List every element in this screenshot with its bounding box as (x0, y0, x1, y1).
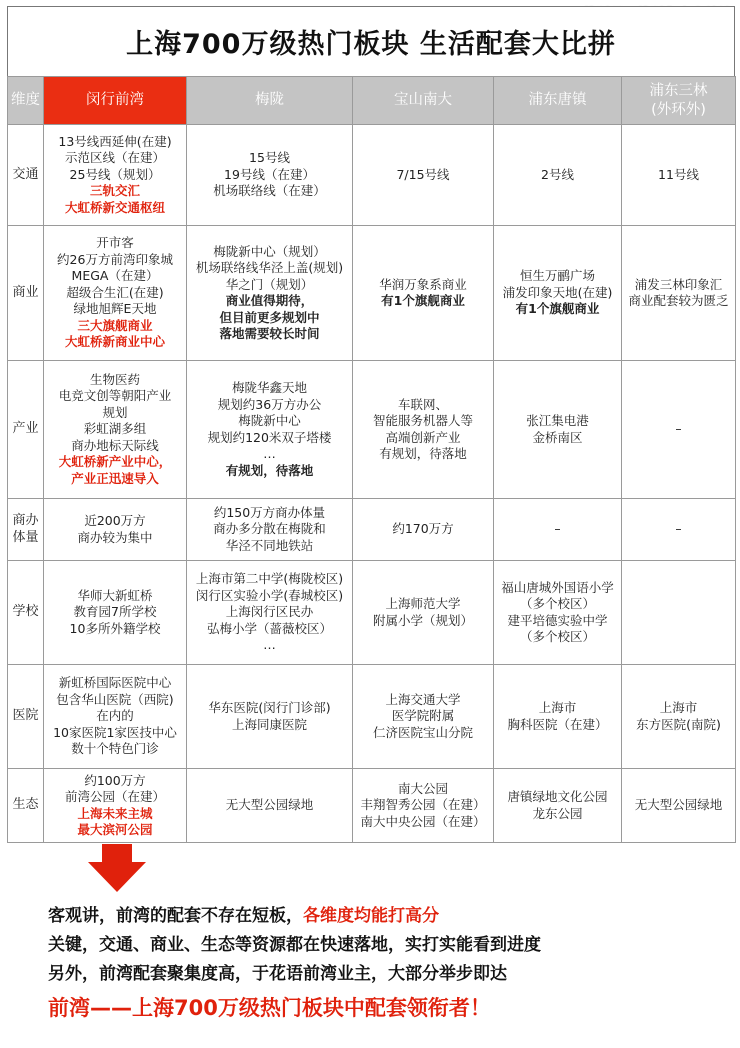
note-line-1-text: 客观讲，前湾的配套不存在短板， (48, 906, 303, 926)
header-col-pudong-sanlin (622, 77, 736, 125)
cell-line: 胸科医院（在建） (507, 716, 608, 732)
cell-line: 但目前更多规划中 (219, 309, 320, 325)
cell-line: 福山唐城外国语小学 (501, 579, 614, 595)
cell-line: 最大滨河公园 (77, 822, 153, 837)
cell-line: 上海市 (659, 700, 698, 715)
row-dimension-label: 产业 (12, 421, 39, 437)
cell-line: 上海市第二中学(梅陇校区) (195, 571, 344, 587)
cell-line: 10家医院1家医技中心 (53, 724, 177, 740)
cell-line: 商业配套较为匮乏 (628, 293, 729, 308)
cell-meilong (187, 361, 353, 499)
cell-pudong-tangzhen (494, 561, 622, 665)
cell-pudong-sanlin (622, 499, 736, 561)
cell-line: 弘梅小学（蔷薇校区） (206, 620, 332, 636)
row-dimension (8, 226, 44, 361)
cell-line: 生物医药 (89, 371, 140, 387)
cell-line: 有规划，待落地 (225, 462, 314, 478)
cell-line: – (675, 521, 682, 537)
row-dimension-label: 商业 (12, 284, 39, 300)
cell-line: 大虹桥新交通枢纽 (64, 199, 165, 215)
cell-line: 浦发三林印象汇 (634, 276, 723, 292)
cell-qianwan (44, 769, 187, 843)
cell-line: 商办多分散在梅陇和 (213, 521, 326, 537)
cell-line: 包含华山医院（西院) (56, 691, 174, 707)
cell-pudong-sanlin (622, 226, 736, 361)
cell-line: 规划 (102, 404, 128, 420)
cell-line: （多个校区） (519, 596, 595, 611)
cell-line: 商办较为集中 (77, 529, 153, 545)
summary-notes (48, 902, 728, 1023)
cell-pudong-sanlin (622, 125, 736, 226)
cell-pudong-tangzhen (494, 499, 622, 561)
cell-line: 约170万方 (392, 521, 454, 537)
cell-line: 7/15号线 (396, 166, 450, 182)
cell-line: 约100万方 (84, 772, 146, 788)
cell-qianwan (44, 499, 187, 561)
cell-line: 有1个旗舰商业 (381, 293, 465, 308)
cell-line: – (675, 421, 682, 437)
cell-line: 近200万方 (84, 513, 146, 528)
header-col-sanlin-text: 浦东三林 (外环外) (649, 82, 708, 118)
cell-pudong-tangzhen (494, 665, 622, 769)
cell-line: 华泾不同地铁站 (225, 537, 314, 553)
cell-pudong-sanlin (622, 561, 736, 665)
note-line-3: 另外，前湾配套聚集度高，于花语前湾业主，大部分举步即达 (48, 964, 507, 984)
cell-line: 医学院附属 (391, 708, 455, 724)
cell-line: 梅陇新中心（规划） (213, 243, 326, 259)
cell-line: 龙东公园 (532, 805, 583, 821)
cell-line: 11号线 (658, 166, 699, 182)
cell-line: 电竞文创等朝阳产业 (58, 388, 172, 404)
cell-line: MEGA（在建） (71, 268, 159, 284)
cell-line: 上海未来主城 (77, 805, 153, 821)
table-row (8, 125, 736, 226)
cell-pudong-sanlin (622, 769, 736, 843)
table-row (8, 769, 736, 843)
cell-pudong-sanlin (622, 665, 736, 769)
cell-pudong-sanlin (622, 361, 736, 499)
page-title: 上海700万级热门板块 生活配套大比拼 (126, 29, 616, 60)
cell-line: 规划约36万方办公 (217, 396, 322, 412)
cell-line: 约150万方商办体量 (213, 504, 326, 520)
cell-line: 丰翔智秀公园（在建） (360, 797, 486, 813)
cell-line: 超级合生汇(在建) (66, 284, 164, 300)
cell-line: 10多所外籍学校 (69, 620, 161, 636)
cell-line: 15号线 (249, 150, 290, 166)
cell-line: 南大中央公园（在建） (360, 813, 486, 829)
cell-line: 仁济医院宝山分院 (372, 724, 473, 740)
cell-pudong-tangzhen (494, 125, 622, 226)
cell-line: 无大型公园绿地 (225, 797, 314, 813)
cell-line: 恒生万鹂广场 (519, 268, 595, 284)
table-row (8, 665, 736, 769)
row-dimension-label: 交通 (12, 166, 39, 182)
cell-baoshan-nanda (353, 361, 494, 499)
row-dimension-label: 医院 (12, 708, 39, 724)
note-line-2: 关键，交通、商业、生态等资源都在快速落地，实打实能看到进度 (48, 935, 541, 955)
cell-line: 华东医院(闵行门诊部) (208, 700, 331, 715)
cell-qianwan (44, 125, 187, 226)
cell-line: 机场联络线华泾上盖(规划) (195, 260, 344, 275)
cell-line: … (263, 637, 276, 653)
table-row (8, 361, 736, 499)
cell-line: 机场联络线（在建） (213, 183, 326, 199)
cell-line: 华之门（规划） (225, 276, 314, 292)
cell-line: 规划约120米双子塔楼 (207, 429, 332, 445)
cell-line: 有1个旗舰商业 (515, 301, 600, 317)
cell-line: 25号线（规划） (69, 166, 161, 182)
row-dimension (8, 125, 44, 226)
down-arrow-icon (88, 844, 146, 892)
cell-line: 无大型公园绿地 (634, 797, 723, 813)
cell-baoshan-nanda (353, 561, 494, 665)
note-line-1 (48, 902, 728, 931)
cell-pudong-tangzhen (494, 361, 622, 499)
cell-baoshan-nanda (353, 125, 494, 226)
cell-line: 上海师范大学 (385, 596, 461, 611)
cell-line: 2号线 (541, 166, 574, 182)
header-col-qianwan: 闵行前湾 (44, 77, 187, 125)
cell-line: 前湾公园（在建） (64, 789, 165, 804)
cell-baoshan-nanda (353, 499, 494, 561)
cell-line: 示范区线（在建） (64, 150, 165, 166)
cell-line: – (554, 521, 561, 537)
table-row (8, 561, 736, 665)
cell-line: 上海市 (538, 700, 577, 715)
cell-line: 落地需要较长时间 (219, 326, 320, 341)
cell-line: 约26万方前湾印象城 (57, 251, 173, 267)
cell-line: 建平培德实验中学 (507, 612, 608, 628)
cell-line: 19号线（在建） (224, 166, 315, 182)
cell-line: 绿地旭辉E天地 (73, 301, 157, 317)
cell-line: 南大公园 (397, 780, 448, 796)
cell-line: 上海闵行区民办 (225, 604, 314, 620)
cell-line: 有规划，待落地 (379, 446, 467, 461)
cell-line: 梅陇华鑫天地 (231, 380, 307, 395)
cell-line: 金桥南区 (532, 429, 583, 445)
cell-line: 梅陇新中心 (238, 413, 301, 428)
cell-line: 大虹桥新产业中心， (58, 454, 172, 470)
cell-pudong-tangzhen (494, 226, 622, 361)
cell-meilong (187, 561, 353, 665)
cell-qianwan (44, 665, 187, 769)
cell-line: … (263, 446, 276, 461)
cell-qianwan (44, 561, 187, 665)
cell-line: 三大旗舰商业 (77, 317, 153, 333)
title-box (7, 6, 735, 76)
cell-line: 智能服务机器人等 (372, 413, 473, 428)
cell-line: 附属小学（规划） (372, 612, 473, 628)
cell-line: 华润万象系商业 (379, 276, 467, 292)
comparison-table (7, 76, 736, 843)
header-col-pudong-tangzhen: 浦东唐镇 (494, 77, 622, 125)
cell-line: 开市客 (96, 235, 134, 251)
cell-line: 闵行区实验小学(春城校区) (195, 587, 344, 603)
cell-qianwan (44, 361, 187, 499)
cell-line: 新虹桥国际医院中心 (58, 675, 172, 691)
cell-line: 华师大新虹桥 (77, 587, 153, 603)
row-dimension (8, 499, 44, 561)
cell-line: 产业正迅速导入 (71, 470, 159, 486)
cell-pudong-tangzhen (494, 769, 622, 843)
cell-baoshan-nanda (353, 226, 494, 361)
cell-line: 高端创新产业 (385, 429, 461, 445)
table-header-row (8, 77, 736, 125)
cell-line: 教育园7所学校 (73, 604, 157, 620)
row-dimension-label: 生态 (12, 797, 39, 813)
cell-meilong (187, 499, 353, 561)
slogan: 前湾——上海700万级热门板块中配套领衔者！ (48, 996, 491, 1020)
cell-meilong (187, 226, 353, 361)
header-col-baoshan-nanda: 宝山南大 (353, 77, 494, 125)
cell-line: 大虹桥新商业中心 (64, 334, 165, 350)
note-line-1-highlight: 各维度均能打高分 (303, 906, 439, 926)
header-col-meilong: 梅陇 (187, 77, 353, 125)
cell-line: 在内的 (96, 708, 134, 724)
row-dimension-label: 学校 (12, 604, 39, 620)
cell-line: 商业值得期待， (225, 293, 314, 308)
row-dimension (8, 361, 44, 499)
cell-meilong (187, 125, 353, 226)
cell-line: 浦发印象天地(在建) (502, 284, 613, 300)
row-dimension (8, 561, 44, 665)
row-dimension (8, 665, 44, 769)
row-dimension-label: 商办 体量 (12, 513, 39, 545)
cell-line: 上海同康医院 (231, 716, 307, 732)
table-row (8, 226, 736, 361)
cell-line: 三轨交汇 (89, 183, 140, 199)
cell-line: 商办地标天际线 (71, 437, 159, 453)
cell-line: 彩虹湖多组 (83, 421, 147, 437)
cell-qianwan (44, 226, 187, 361)
cell-baoshan-nanda (353, 769, 494, 843)
table-row (8, 499, 736, 561)
cell-line: 数十个特色门诊 (71, 741, 159, 757)
cell-line: 13号线西延伸(在建) (58, 133, 172, 149)
cell-line: 张江集电港 (526, 413, 589, 428)
cell-line: 东方医院(南院) (636, 716, 721, 732)
cell-line: （多个校区） (519, 629, 595, 644)
row-dimension (8, 769, 44, 843)
cell-meilong (187, 769, 353, 843)
cell-meilong (187, 665, 353, 769)
cell-line: 上海交通大学 (385, 691, 461, 707)
cell-baoshan-nanda (353, 665, 494, 769)
cell-line: 唐镇绿地文化公园 (507, 789, 608, 804)
header-dimension: 维度 (8, 77, 44, 125)
cell-line: 车联网、 (397, 396, 448, 412)
